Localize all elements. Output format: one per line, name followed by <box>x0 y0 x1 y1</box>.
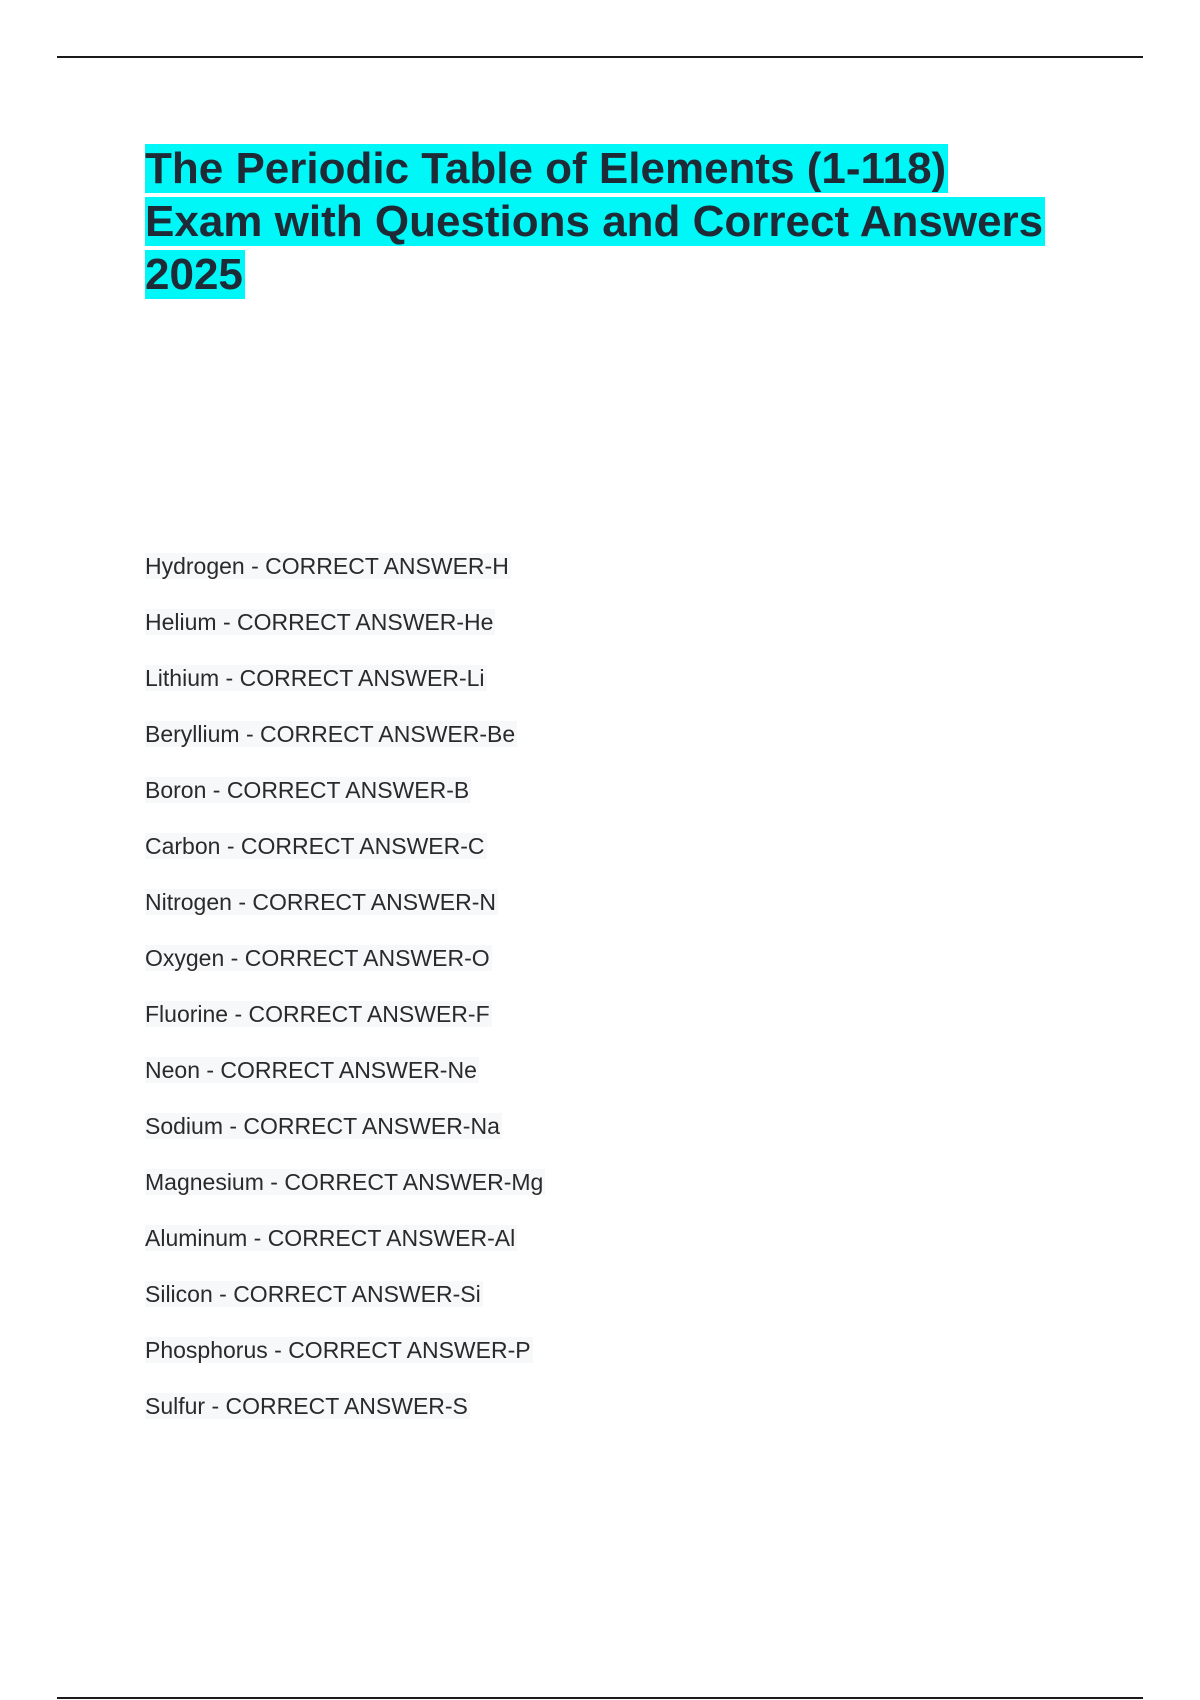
list-item <box>145 1108 545 1164</box>
qa-text: Hydrogen - CORRECT ANSWER-H <box>145 553 509 579</box>
list-item <box>145 884 545 940</box>
list-item <box>145 996 545 1052</box>
qa-text: Helium - CORRECT ANSWER-He <box>145 609 494 635</box>
list-item <box>145 772 545 828</box>
list-item <box>145 940 545 996</box>
document-title <box>145 142 1045 301</box>
qa-text: Fluorine - CORRECT ANSWER-F <box>145 1001 490 1027</box>
list-item <box>145 1388 545 1444</box>
qa-text: Boron - CORRECT ANSWER-B <box>145 777 470 803</box>
list-item <box>145 1052 545 1108</box>
qa-text: Phosphorus - CORRECT ANSWER-P <box>145 1337 531 1363</box>
bottom-rule <box>57 1697 1143 1699</box>
list-item <box>145 1164 545 1220</box>
question-answer-list <box>145 548 545 1444</box>
qa-text: Carbon - CORRECT ANSWER-C <box>145 833 485 859</box>
list-item <box>145 1332 545 1388</box>
list-item <box>145 1276 545 1332</box>
qa-text: Lithium - CORRECT ANSWER-Li <box>145 665 485 691</box>
list-item <box>145 548 545 604</box>
qa-text: Magnesium - CORRECT ANSWER-Mg <box>145 1169 544 1195</box>
qa-text: Silicon - CORRECT ANSWER-Si <box>145 1281 481 1307</box>
list-item <box>145 604 545 660</box>
title-highlight: The Periodic Table of Elements (1-118) Exam with Questions and Correct Answers 2025 <box>145 144 1044 299</box>
qa-text: Sodium - CORRECT ANSWER-Na <box>145 1113 500 1139</box>
qa-text: Oxygen - CORRECT ANSWER-O <box>145 945 490 971</box>
qa-text: Aluminum - CORRECT ANSWER-Al <box>145 1225 516 1251</box>
list-item <box>145 716 545 772</box>
top-rule <box>57 56 1143 58</box>
list-item <box>145 828 545 884</box>
list-item <box>145 660 545 716</box>
list-item <box>145 1220 545 1276</box>
qa-text: Sulfur - CORRECT ANSWER-S <box>145 1393 468 1419</box>
qa-text: Nitrogen - CORRECT ANSWER-N <box>145 889 497 915</box>
qa-text: Beryllium - CORRECT ANSWER-Be <box>145 721 516 747</box>
qa-text: Neon - CORRECT ANSWER-Ne <box>145 1057 477 1083</box>
